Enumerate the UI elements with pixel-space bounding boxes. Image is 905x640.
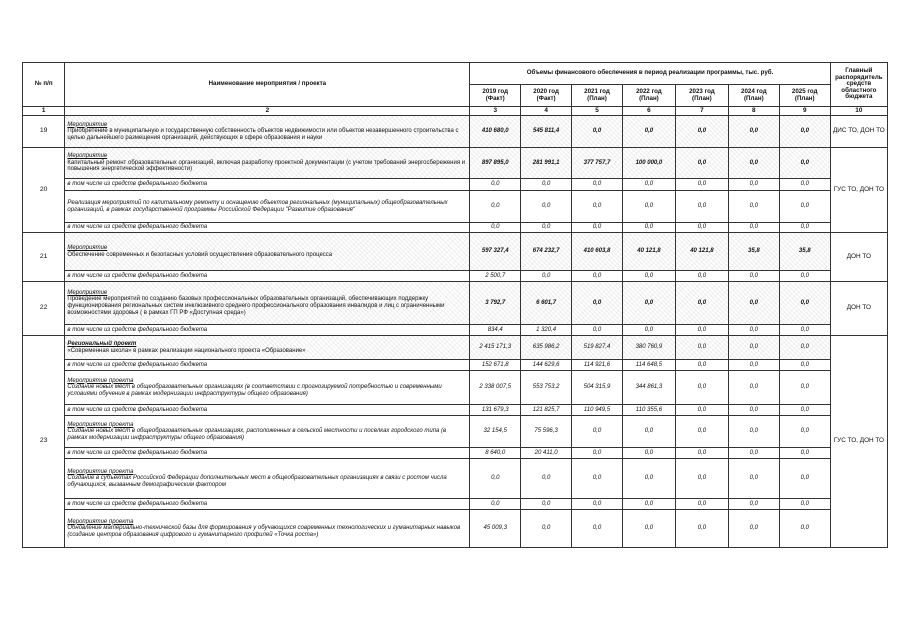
column-index-1: 1 bbox=[23, 107, 65, 116]
value-cell: 0,0 bbox=[572, 325, 623, 336]
funding-table bbox=[22, 62, 888, 548]
value-cell: 0,0 bbox=[675, 448, 728, 459]
responsible-body: ГУС ТО, ДОН ТО bbox=[830, 336, 887, 548]
year-label: 2021 год bbox=[584, 87, 610, 95]
value-cell: 0,0 bbox=[572, 416, 623, 448]
value-cell: 0,0 bbox=[779, 179, 830, 191]
value-cell: 0,0 bbox=[572, 191, 623, 223]
value-cell: 0,0 bbox=[728, 179, 779, 191]
year-kind: (План) bbox=[794, 94, 815, 102]
value-cell: 0,0 bbox=[470, 499, 521, 510]
year-kind: (План) bbox=[587, 94, 607, 102]
value-cell: 0,0 bbox=[779, 405, 830, 416]
value-cell: 114 921,6 bbox=[572, 360, 623, 371]
value-cell: 0,0 bbox=[572, 459, 623, 499]
year-kind: (План) bbox=[743, 94, 764, 102]
item-type-label: Мероприятие bbox=[67, 244, 108, 251]
value-cell: 0,0 bbox=[728, 336, 779, 360]
header-funding: Объемы финансового обеспечения в период реализации программы, тыс. руб. bbox=[470, 63, 830, 85]
value-cell: 553 753,2 bbox=[521, 371, 572, 405]
column-index-7: 7 bbox=[675, 107, 728, 116]
year-label: 2019 год bbox=[482, 87, 509, 95]
value-cell: 0,0 bbox=[521, 271, 572, 282]
value-cell: 0,0 bbox=[779, 148, 830, 179]
value-cell: 0,0 bbox=[779, 282, 830, 325]
value-cell: 0,0 bbox=[728, 405, 779, 416]
value-cell: 0,0 bbox=[728, 416, 779, 448]
value-cell: 0,0 bbox=[675, 371, 728, 405]
value-cell: 8 640,0 bbox=[470, 448, 521, 459]
table-row bbox=[23, 360, 888, 371]
item-name bbox=[65, 448, 470, 459]
value-cell: 144 629,6 bbox=[521, 360, 572, 371]
value-cell: 0,0 bbox=[622, 179, 675, 191]
table-row bbox=[23, 191, 888, 223]
value-cell: 32 154,5 bbox=[470, 416, 521, 448]
header-year-5 bbox=[728, 85, 779, 107]
header-year-0 bbox=[470, 85, 521, 107]
table-row bbox=[23, 405, 888, 416]
item-type-label: Мероприятие bbox=[67, 289, 108, 296]
item-name bbox=[65, 416, 470, 448]
value-cell: 0,0 bbox=[675, 148, 728, 179]
value-cell: 75 596,3 bbox=[521, 416, 572, 448]
value-cell: 0,0 bbox=[728, 282, 779, 325]
value-cell: 674 232,7 bbox=[521, 233, 572, 271]
value-cell: 0,0 bbox=[572, 282, 623, 325]
value-cell: 0,0 bbox=[675, 360, 728, 371]
year-label: 2023 год bbox=[689, 87, 715, 95]
item-text: Обновление материально-технической базы для формирования у обучающихся современных технологических и гуманитарных навыков (создание центров образования цифрового и гуманитарного профилей «Точка роста») bbox=[67, 525, 461, 538]
item-type-label: Мероприятие проекта bbox=[67, 421, 134, 428]
item-text: в том числе из средств федерального бюджета bbox=[67, 181, 208, 188]
value-cell: 0,0 bbox=[572, 510, 623, 548]
item-name bbox=[65, 499, 470, 510]
value-cell: 0,0 bbox=[728, 459, 779, 499]
value-cell: 0,0 bbox=[521, 191, 572, 223]
item-text: в том числе из средств федерального бюджета bbox=[67, 361, 208, 368]
value-cell: 114 648,5 bbox=[622, 360, 675, 371]
column-index-3: 3 bbox=[470, 107, 521, 116]
table-row bbox=[23, 271, 888, 282]
header-name: Наименование мероприятия / проекта bbox=[65, 63, 470, 107]
value-cell: 0,0 bbox=[728, 223, 779, 233]
responsible-body: ГУС ТО, ДОН ТО bbox=[830, 148, 887, 233]
value-cell: 0,0 bbox=[675, 510, 728, 548]
item-text: в том числе из средств федерального бюджета bbox=[67, 500, 208, 507]
value-cell: 0,0 bbox=[470, 223, 521, 233]
column-index-10: 10 bbox=[830, 107, 887, 116]
value-cell: 110 949,5 bbox=[572, 405, 623, 416]
item-text: Создание новых мест в общеобразовательных организациях (в соответствии с прогнозируемой потребностью и современными условиями обучения в рамках модернизации инфраструктуры общего образования) bbox=[67, 384, 442, 397]
value-cell: 519 827,4 bbox=[572, 336, 623, 360]
value-cell: 152 671,8 bbox=[470, 360, 521, 371]
value-cell: 0,0 bbox=[572, 116, 623, 148]
year-label: 2024 год bbox=[741, 87, 767, 95]
header-responsible: Главный распорядитель средств областного бюджета bbox=[830, 63, 887, 107]
column-index-2: 2 bbox=[65, 107, 470, 116]
value-cell: 504 315,9 bbox=[572, 371, 623, 405]
value-cell: 0,0 bbox=[622, 282, 675, 325]
table-row bbox=[23, 416, 888, 448]
header-year-2 bbox=[572, 85, 623, 107]
item-text: Капитальный ремонт образовательных организаций, включая разработку проектной документации (с учетом требований энергосбережения и повышения энергетической эффективности) bbox=[67, 159, 466, 173]
value-cell: 0,0 bbox=[622, 448, 675, 459]
row-number: 20 bbox=[23, 148, 65, 233]
value-cell: 0,0 bbox=[675, 191, 728, 223]
column-index-4: 4 bbox=[521, 107, 572, 116]
value-cell: 0,0 bbox=[779, 510, 830, 548]
value-cell: 0,0 bbox=[728, 325, 779, 336]
value-cell: 0,0 bbox=[675, 325, 728, 336]
responsible-body: ДОН ТО bbox=[830, 233, 887, 282]
value-cell: 0,0 bbox=[622, 271, 675, 282]
value-cell: 597 327,4 bbox=[470, 233, 521, 271]
value-cell: 0,0 bbox=[521, 499, 572, 510]
value-cell: 0,0 bbox=[675, 223, 728, 233]
item-text: в том числе из средств федерального бюджета bbox=[67, 272, 208, 279]
row-number: 21 bbox=[23, 233, 65, 282]
item-text: в том числе из средств федерального бюджета bbox=[67, 406, 208, 413]
value-cell: 0,0 bbox=[521, 179, 572, 191]
value-cell: 2 415 171,3 bbox=[470, 336, 521, 360]
item-name bbox=[65, 191, 470, 223]
table-row bbox=[23, 510, 888, 548]
row-number: 23 bbox=[23, 336, 65, 548]
value-cell: 0,0 bbox=[779, 271, 830, 282]
item-name bbox=[65, 148, 470, 179]
value-cell: 0,0 bbox=[675, 336, 728, 360]
value-cell: 0,0 bbox=[622, 223, 675, 233]
table-row bbox=[23, 448, 888, 459]
item-type-label: Мероприятие проекта bbox=[67, 468, 134, 475]
row-number: 22 bbox=[23, 282, 65, 336]
column-index-8: 8 bbox=[728, 107, 779, 116]
value-cell: 0,0 bbox=[728, 448, 779, 459]
item-name bbox=[65, 360, 470, 371]
value-cell: 0,0 bbox=[572, 499, 623, 510]
value-cell: 35,8 bbox=[779, 233, 830, 271]
value-cell: 281 991,1 bbox=[521, 148, 572, 179]
value-cell: 0,0 bbox=[675, 405, 728, 416]
value-cell: 0,0 bbox=[675, 179, 728, 191]
value-cell: 0,0 bbox=[622, 416, 675, 448]
item-name bbox=[65, 271, 470, 282]
value-cell: 0,0 bbox=[572, 223, 623, 233]
column-index-6: 6 bbox=[622, 107, 675, 116]
value-cell: 100 000,0 bbox=[622, 148, 675, 179]
year-label: 2022 год bbox=[636, 87, 662, 95]
header-year-3 bbox=[622, 85, 675, 107]
value-cell: 131 679,3 bbox=[470, 405, 521, 416]
value-cell: 0,0 bbox=[779, 336, 830, 360]
item-text: Реализация мероприятий по капитальному ремонту и оснащению объектов региональных (муниципальных) общеобразовательных организаций, в рамках государственной программы Российской Федерации "Развитие образования" bbox=[67, 199, 448, 213]
value-cell: 0,0 bbox=[675, 459, 728, 499]
value-cell: 110 355,6 bbox=[622, 405, 675, 416]
year-label: 2025 год bbox=[791, 87, 818, 95]
item-type-label: Региональный проект bbox=[67, 340, 137, 347]
item-text: Обеспечение современных и безопасных условий осуществления образовательного процесса bbox=[67, 251, 333, 258]
header-year-1 bbox=[521, 85, 572, 107]
value-cell: 0,0 bbox=[470, 459, 521, 499]
value-cell: 2 338 007,5 bbox=[470, 371, 521, 405]
value-cell: 0,0 bbox=[728, 499, 779, 510]
item-type-label: Мероприятие bbox=[67, 121, 108, 128]
value-cell: 344 861,3 bbox=[622, 371, 675, 405]
value-cell: 0,0 bbox=[779, 325, 830, 336]
item-text: Создание в субъектах Российской Федерации дополнительных мест в общеобразовательных организациях в связи с ростом числа обучающихся, вызванным демографическим фактором bbox=[67, 475, 447, 488]
value-cell: 0,0 bbox=[728, 510, 779, 548]
value-cell: 0,0 bbox=[728, 116, 779, 148]
value-cell: 0,0 bbox=[622, 325, 675, 336]
table-row bbox=[23, 223, 888, 233]
value-cell: 121 825,7 bbox=[521, 405, 572, 416]
item-name bbox=[65, 459, 470, 499]
item-text: «Современная школа» в рамках реализации национального проекта «Образование» bbox=[67, 347, 306, 354]
table-row bbox=[23, 148, 888, 179]
item-name bbox=[65, 510, 470, 548]
value-cell: 0,0 bbox=[779, 459, 830, 499]
value-cell: 0,0 bbox=[675, 282, 728, 325]
value-cell: 0,0 bbox=[728, 371, 779, 405]
value-cell: 0,0 bbox=[675, 271, 728, 282]
row-number: 19 bbox=[23, 116, 65, 148]
item-text: Приобретение в муниципальную и государственную собственность объектов недвижимости или объектов незавершенного строительства с целью дальнейшего размещения организаций, действующих в сфере образования и науки bbox=[67, 128, 459, 141]
header-number: № п/п bbox=[23, 63, 65, 107]
item-name bbox=[65, 179, 470, 191]
value-cell: 35,8 bbox=[728, 233, 779, 271]
value-cell: 2 500,7 bbox=[470, 271, 521, 282]
year-kind: (План) bbox=[692, 94, 712, 102]
responsible-body: ДОН ТО bbox=[830, 282, 887, 336]
item-name bbox=[65, 116, 470, 148]
item-type-label: Мероприятие проекта bbox=[67, 377, 134, 384]
year-kind: (Факт) bbox=[536, 94, 556, 102]
value-cell: 0,0 bbox=[779, 360, 830, 371]
value-cell: 0,0 bbox=[470, 179, 521, 191]
value-cell: 0,0 bbox=[779, 416, 830, 448]
table-row bbox=[23, 179, 888, 191]
value-cell: 0,0 bbox=[779, 448, 830, 459]
responsible-body: ДИС ТО, ДОН ТО bbox=[830, 116, 887, 148]
value-cell: 410 603,8 bbox=[572, 233, 623, 271]
value-cell: 6 601,7 bbox=[521, 282, 572, 325]
value-cell: 0,0 bbox=[728, 271, 779, 282]
value-cell: 0,0 bbox=[622, 459, 675, 499]
value-cell: 0,0 bbox=[521, 510, 572, 548]
value-cell: 0,0 bbox=[622, 116, 675, 148]
table-row bbox=[23, 371, 888, 405]
value-cell: 0,0 bbox=[622, 510, 675, 548]
value-cell: 0,0 bbox=[572, 271, 623, 282]
table-row bbox=[23, 499, 888, 510]
table-row bbox=[23, 325, 888, 336]
value-cell: 20 411,0 bbox=[521, 448, 572, 459]
table-row bbox=[23, 336, 888, 360]
value-cell: 410 680,0 bbox=[470, 116, 521, 148]
funding-table-page bbox=[22, 62, 888, 548]
item-name bbox=[65, 233, 470, 271]
item-name bbox=[65, 325, 470, 336]
value-cell: 0,0 bbox=[779, 191, 830, 223]
table-row bbox=[23, 233, 888, 271]
item-name bbox=[65, 282, 470, 325]
item-text: в том числе из средств федерального бюджета bbox=[67, 224, 208, 231]
value-cell: 834,4 bbox=[470, 325, 521, 336]
value-cell: 635 986,2 bbox=[521, 336, 572, 360]
value-cell: 1 320,4 bbox=[521, 325, 572, 336]
table-row bbox=[23, 116, 888, 148]
value-cell: 0,0 bbox=[728, 191, 779, 223]
value-cell: 0,0 bbox=[779, 223, 830, 233]
value-cell: 0,0 bbox=[622, 191, 675, 223]
year-label: 2020 год bbox=[533, 87, 559, 95]
item-name bbox=[65, 223, 470, 233]
value-cell: 0,0 bbox=[779, 116, 830, 148]
value-cell: 3 792,7 bbox=[470, 282, 521, 325]
table-row bbox=[23, 459, 888, 499]
value-cell: 897 895,0 bbox=[470, 148, 521, 179]
item-text: в том числе из средств федерального бюджета bbox=[67, 449, 208, 456]
item-type-label: Мероприятие bbox=[67, 153, 108, 160]
value-cell: 40 121,8 bbox=[675, 233, 728, 271]
header-year-6 bbox=[779, 85, 830, 107]
item-type-label: Мероприятие проекта bbox=[67, 518, 134, 525]
item-name bbox=[65, 371, 470, 405]
value-cell: 0,0 bbox=[779, 371, 830, 405]
value-cell: 380 760,9 bbox=[622, 336, 675, 360]
item-text: Создание новых мест в общеобразовательных организациях, расположенных в сельской местности и поселках городского типа (в рамках модернизации инфраструктуры общего образования) bbox=[67, 428, 447, 441]
item-text: в том числе из средств федерального бюджета bbox=[67, 326, 208, 333]
item-name bbox=[65, 405, 470, 416]
column-index-5: 5 bbox=[572, 107, 623, 116]
value-cell: 40 121,8 bbox=[622, 233, 675, 271]
value-cell: 0,0 bbox=[470, 191, 521, 223]
value-cell: 0,0 bbox=[728, 148, 779, 179]
value-cell: 0,0 bbox=[622, 499, 675, 510]
column-index-9: 9 bbox=[779, 107, 830, 116]
value-cell: 0,0 bbox=[521, 223, 572, 233]
value-cell: 0,0 bbox=[572, 179, 623, 191]
table-row bbox=[23, 282, 888, 325]
header-year-4 bbox=[675, 85, 728, 107]
value-cell: 0,0 bbox=[779, 499, 830, 510]
value-cell: 0,0 bbox=[521, 459, 572, 499]
year-kind: (Факт) bbox=[485, 94, 505, 102]
value-cell: 545 811,4 bbox=[521, 116, 572, 148]
value-cell: 45 009,3 bbox=[470, 510, 521, 548]
value-cell: 0,0 bbox=[675, 499, 728, 510]
value-cell: 0,0 bbox=[728, 360, 779, 371]
value-cell: 0,0 bbox=[572, 448, 623, 459]
item-name bbox=[65, 336, 470, 360]
year-kind: (План) bbox=[639, 94, 659, 102]
value-cell: 377 757,7 bbox=[572, 148, 623, 179]
value-cell: 0,0 bbox=[675, 416, 728, 448]
item-text: Проведение мероприятий по созданию базовых профессиональных образовательных организаций, обеспечивающих поддержку функционирования региональных систем инклюзивного среднего профессионального образования инвалидов и лиц с ограниченными возможностями здоровья ( в рамках ГП РФ «Доступная среда») bbox=[67, 296, 445, 316]
value-cell: 0,0 bbox=[675, 116, 728, 148]
